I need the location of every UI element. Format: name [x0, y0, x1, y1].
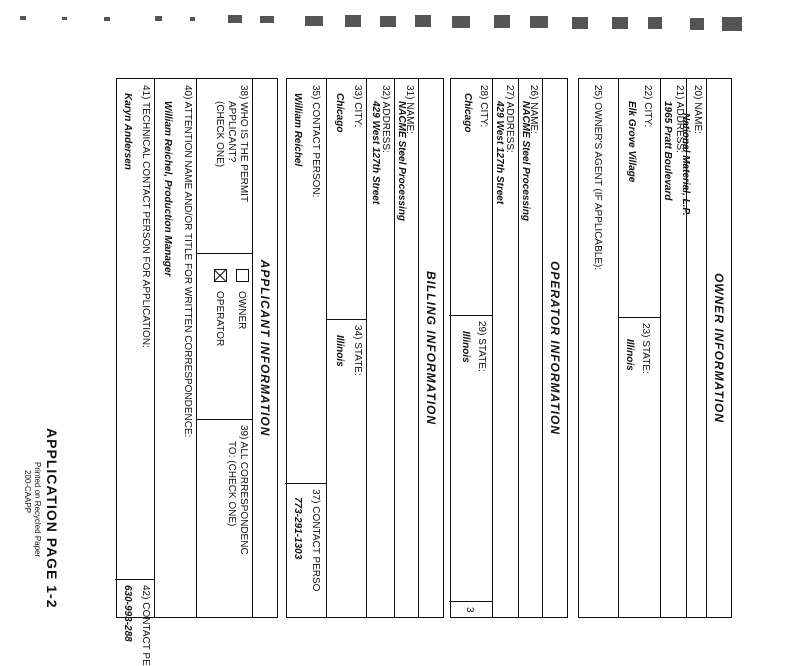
owner-section-header: [706, 79, 731, 617]
tech-phone-divider: [115, 579, 155, 580]
owner-state-label: 23) STATE:: [640, 323, 651, 374]
operator-name-value: NACME Steel Processing: [520, 101, 531, 222]
technical-phone-label: 42) CONTACT PE: [140, 585, 151, 666]
attention-value: William Reichel, Production Manager: [162, 101, 173, 277]
billing-name-label: 31) NAME:: [404, 85, 415, 134]
applicant-section-title: APPLICANT INFORMATION: [258, 259, 272, 437]
billing-phone-label: 37) CONTACT PERSO: [310, 489, 321, 592]
owner-row-divider: [660, 79, 661, 617]
owner-checkbox[interactable]: [236, 269, 249, 282]
attention-label: 40) ATTENTION NAME AND/OR TITLE FOR WRITTEN CORRESPONDENCE:: [182, 85, 193, 438]
operator-section-header: [542, 79, 567, 617]
technical-contact-label: 41) TECHNICAL CONTACT PERSON FOR APPLICATION:: [140, 85, 151, 348]
owner-section-title: OWNER INFORMATION: [712, 272, 726, 424]
owner-state-value: Illinois: [624, 339, 635, 371]
technical-contact-value: Karyn Andersen: [122, 93, 133, 170]
billing-row-divider: [326, 79, 327, 617]
operator-address-label: 27) ADDRESS:: [504, 85, 515, 153]
operator-city-state-divider: [449, 315, 493, 316]
operator-edge-mark: 3: [464, 607, 475, 613]
billing-address-value: 429 West 127th Street: [370, 101, 381, 205]
correspondence-label-line2: TO: (CHECK ONE): [226, 441, 237, 527]
billing-city-label: 33) CITY:: [352, 85, 363, 128]
application-page-title: APPLICATION PAGE 1-2: [44, 428, 60, 609]
owner-name-value: National Material, L.P.: [680, 113, 691, 216]
operator-city-value: Chicago: [462, 93, 473, 133]
form-code: 200-CAAPP: [23, 470, 32, 514]
billing-contact-label: 35) CONTACT PERSON:: [310, 85, 321, 198]
owner-information-section: [578, 78, 732, 618]
owner-address-label: 21) ADDRESS:: [674, 85, 685, 153]
billing-row-divider: [394, 79, 395, 617]
billing-state-label: 34) STATE:: [352, 325, 363, 376]
operator-state-label: 29) STATE:: [476, 321, 487, 372]
owner-row-divider: [618, 79, 619, 617]
billing-state-value: Illinois: [334, 335, 345, 367]
owner-city-state-divider: [619, 317, 661, 318]
applicant-who-divider: [197, 253, 253, 254]
operator-name-label: 26) NAME:: [528, 85, 539, 134]
applicant-who-label-line2: APPLICANT?: [226, 101, 237, 163]
billing-row-divider: [366, 79, 367, 617]
operator-checkbox[interactable]: [214, 269, 227, 282]
owner-city-label: 22) CITY:: [642, 85, 653, 128]
operator-row-divider: [492, 79, 493, 617]
billing-phone-value: 773-291-1303: [292, 497, 303, 560]
applicant-corr-divider: [197, 419, 253, 420]
applicant-section-header: [252, 79, 277, 617]
billing-contact-value: William Reichel: [292, 93, 303, 167]
technical-phone-value: 630-993-288: [122, 585, 133, 642]
operator-section-title: OPERATOR INFORMATION: [548, 261, 562, 435]
owner-option-label: OWNER: [236, 291, 247, 330]
billing-address-label: 32) ADDRESS:: [380, 85, 391, 153]
operator-option-label: OPERATOR: [214, 291, 225, 347]
applicant-row-divider: [196, 79, 197, 617]
owner-address-value: 1965 Pratt Boulevard: [662, 101, 673, 201]
billing-name-value: NACME Steel Processing: [396, 101, 407, 222]
operator-edge-divider: [449, 601, 493, 602]
operator-state-value: Illinois: [460, 331, 471, 363]
billing-city-state-divider: [327, 319, 367, 320]
applicant-who-label-line3: (CHECK ONE): [214, 101, 225, 168]
operator-city-label: 28) CITY:: [478, 85, 489, 128]
applicant-row-divider: [154, 79, 155, 617]
billing-section-title: BILLING INFORMATION: [424, 270, 438, 426]
recycled-paper-note: Printed on Recycled Paper: [33, 462, 42, 558]
correspondence-label: 39) ALL CORRESPONDENC: [238, 425, 249, 555]
applicant-who-label: 38) WHO IS THE PERMIT: [238, 85, 249, 203]
billing-city-value: Chicago: [334, 93, 345, 133]
owner-city-value: Elk Grove Village: [626, 101, 637, 183]
billing-section-header: [418, 79, 443, 617]
owner-name-label: 20) NAME:: [692, 85, 703, 134]
operator-information-section: [450, 78, 568, 618]
applicant-information-section: [116, 78, 278, 666]
operator-address-value: 429 West 127th Street: [494, 101, 505, 205]
billing-contact-phone-divider: [285, 483, 327, 484]
billing-information-section: [286, 78, 444, 618]
owner-agent-label: 25) OWNER'S AGENT (IF APPLICABLE):: [592, 85, 603, 271]
operator-row-divider: [518, 79, 519, 617]
